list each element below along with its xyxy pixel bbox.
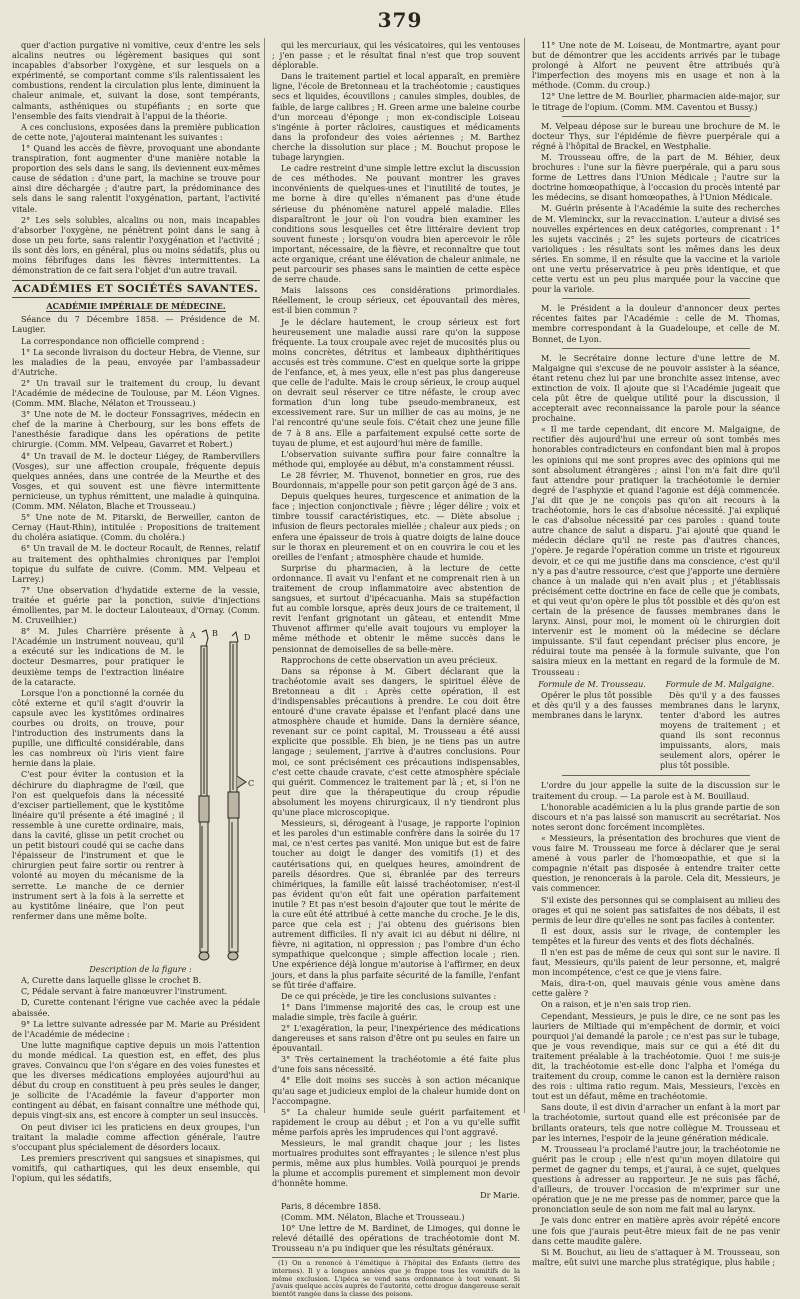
- paragraph: qui les mercuriaux, qui les vésicatoires, qui les ventouses ; j'en passe ; et le résultat final n'est que trop souvent déplorable.: [272, 40, 520, 71]
- list-item: 3° Une note de M. le docteur Fonssagrives, médecin en chef de la marine à Cherbourg, sur les bons effets de l'anesthésie faradique dans les opérations de petite chirurgie. (Comm. MM. Velpeau, Gavarret et Robert.): [12, 409, 260, 450]
- paragraph: Il n'en est pas de même de ceux qui sont sur le navire. Il faut, Messieurs, qu'ils paient de leur personne, et, malgré mon incompétence, c'est ce que je viens faire.: [532, 946, 780, 978]
- paragraph: Messieurs, le mal grandit chaque jour ; les listes mortuaires produites sont effrayantes ; le silence n'est plus permis, même aux plus humbles. Voilà pourquoi je prends la plume et accomplis purement et simplement mon devoir d'honnête homme.: [272, 1138, 520, 1189]
- list-item: 2° L'exagération, la peur, l'inexpérience des médications dangereuses et sans raison d'être ont pu seules en faire un épouvantail.: [272, 1023, 520, 1054]
- paragraph: « Il me tarde cependant, dit encore M. Malgaigne, de rectifier dès aujourd'hui une erreur où sont tombés mes honorables contradicteurs en confondant bien mal à propos les opinions qui me sont propres avec des opinions qui me sont absolument étrangères ; ainsi l'on m'a fait dire qu'il faut attendre pour pratiquer la trachéotomie le dernier degré de l'asphyxie et quand l'agonie est déjà commencée. J'ai dit que je ne conçois pas qu'on ait recours à la trachéotomie, hors le cas d'absolue nécessité. J'ai expliqué le cas d'absolue nécessité par ces paroles : quand toute autre chance de salut a disparu. J'ai ajouté que quand le médecin déclare qu'il ne reste pas d'autres chances, j'opère. Je regarde l'opération comme un triste et rigoureux devoir, et ce qui me justifie dans ma conscience, c'est qu'il n'y a pas d'autre ressource, c'est que j'apporte une dernière chance à un malade qui n'en avait plus ; et j'établissais précisément cette doctrine en face de celle que je combats, et qui veut qu'on opère le plus tôt possible et dès qu'on est certain de la présence de fausses membranes dans le larynx. Ainsi, pour moi, le moment où le chirurgien doit intervenir est le moment où la médecine se déclare impuissante. S'il faut cependant préciser plus encore, je réduirai toute ma pensée à la formule suivante, que l'on saisira mieux en la mettant en regard de la formule de M. Trousseau :: [532, 424, 780, 677]
- figure-label-d: D: [244, 633, 251, 643]
- paragraph: Cependant, Messieurs, je puis le dire, ce ne sont pas les lauriers de Miltiade qui m'empêchent de dormir, et voici pourquoi j'ai demandé la parole ; ce n'est pas sur le tubage, que je vous revendique, mais sur ce qui a été dit du traitement préalable à la trachéotomie. Quoi ! me suis-je dit, la trachéotomie est-elle donc l'alpha et l'oméga du traitement du croup, comme le canon est la dernière raison des rois : ultima ratio regum. Mais, Messieurs, l'excès en tout est un défaut, même en trachéotomie.: [532, 1010, 780, 1102]
- figure-caption-item: D, Curette contenant l'érigne vue cachée avec la pédale abaissée.: [12, 997, 260, 1018]
- subsection-title-text: ACADÉMIE IMPÉRIALE DE MÉDECINE.: [46, 301, 226, 312]
- paragraph: Je le déclare hautement, le croup sérieux est fort heureusement une maladie aussi rare qu'on la suppose fréquente. La toux croupale avec rejet de mucosités plus ou moins concrètes, détritus et lambeaux diphthéritiques accusés est très commune. C'est en quelque sorte la grippe de l'enfance, et, à mes yeux, elle n'est pas plus dangereuse que celle de l'adulte. Mais le croup sérieux, le croup auquel on devrait seul réserver ce titre néfaste, le croup avec formation d'un long tube pseudo-membraneux, est excessivement rare. Sur un millier de cas au moins, je ne l'ai rencontré qu'une seule fois. C'était chez une jeune fille de 7 à 8 ans. Elle a parfaitement expulsé cette sorte de tuyau de plume, et est aujourd'hui mère de famille.: [272, 316, 520, 448]
- formula-trousseau: [532, 679, 652, 772]
- figure-caption-item: C, Pédale servant à faire manœuvrer l'instrument.: [21, 986, 228, 997]
- column-1: [12, 40, 260, 1184]
- column-rule: [524, 38, 525, 1113]
- list-item: 10° Une lettre de M. Bardinet, de Limoges, qui donne le relevé détaillé des opérations de trachéotomie dont M. Trousseau n'a pu indiquer que les résultats généraux.: [272, 1222, 520, 1253]
- figure-caption-item: A, Curette dans laquelle glisse le crochet B.: [21, 975, 202, 986]
- commission-line: (Comm. MM. Nélaton, Blache et Trousseau.): [281, 1211, 465, 1222]
- paragraph: Surprise du pharmacien, à la lecture de cette ordonnance. Il avait vu l'enfant et ne comprenait rien à un traitement de croup inflammatoire avec abstention de sangsues, et surtout d'ipécacuanha. Mais sa stupéfaction fut au comble lorsque, après deux jours de ce traitement, il revit l'enfant grignotant un gâteau, et entendit Mme Thuvenot affirmer qu'elle avait toujours vu employer la même méthode et obtenir le même succès dans le pensionnat de demoiselles de sa belle-mère.: [272, 562, 520, 654]
- formula-title: Formule de M. Trousseau.: [538, 678, 646, 689]
- paragraph: M. Trousseau l'a proclamé l'autre jour, la trachéotomie ne guérit pas le croup ; elle n'est qu'un moyen dilatoire qui permet de gagner du temps, et j'aurai, à ce sujet, quelques questions à adresser au rapporteur. Je ne suis pas fâché, d'ailleurs, de trouver l'occasion de m'exprimer sur une opération que je ne me presse pas de nommer, parce que la prononciation seule de son nom me fait mal au larynx.: [532, 1143, 780, 1215]
- list-item: 1° Dans l'immense majorité des cas, le croup est une maladie simple, très facile à guérir.: [272, 1001, 520, 1022]
- list-item: 5° Une note de M. Pitarski, de Berweiller, canton de Cernay (Haut-Rhin), intitulée : Propositions de traitement du choléra asiatique. (Comm. du choléra.): [12, 512, 260, 543]
- paragraph: Je vais donc entrer en matière après avoir répété encore une fois que j'aurais peut-être mieux fait de ne pas venir dans cette maudite galère.: [532, 1215, 780, 1246]
- list-item: 2° Un travail sur le traitement du croup, lu devant l'Académie de médecine de Toulouse, par M. Léon Vignes. (Comm. MM. Blache, Nélaton et Trousseau.): [12, 377, 260, 409]
- formula-text: Opérer le plus tôt possible et dès qu'il y a des fausses membranes dans le larynx.: [532, 689, 652, 720]
- paragraph: Une lutte magnifique captive depuis un mois l'attention du monde médical. La question est, en effet, des plus graves. Convaincu que l'on s'égare en des voies funestes et que les diverses médications employées aujourd'hui au début du croup en constituent à peu près seules le danger, je sollicite de l'Académie la faveur d'apporter mon contingent au débat, en faisant connaître une méthode qui, depuis vingt-six ans, est encore à compter un seul insuccès.: [12, 1039, 260, 1121]
- column-rule: [264, 38, 265, 1113]
- paragraph: L'ordre du jour appelle la suite de la discussion sur le traitement du croup. — La parole est à M. Bouillaud.: [532, 780, 780, 801]
- figure-label-a: A: [190, 631, 196, 641]
- paragraph: De ce qui précède, je tire les conclusions suivantes :: [281, 990, 497, 1001]
- list-item: 11° Une note de M. Loiseau, de Montmartre, ayant pour but de démontrer que les accidents arrivés par le tubage prolongé à Alfort ne peuvent être attribués qu'à l'imperfection des moyens mis en usage et non à la méthode. (Comm. du croup.): [532, 40, 780, 91]
- list-item: 4° Elle doit moins ses succès à son action mécanique qu'au sage et judicieux emploi de la chaleur humide dont on l'accompagne.: [272, 1075, 520, 1106]
- figure-caption-title: Description de la figure :: [89, 964, 192, 975]
- paragraph: M. Guérin présente à l'Académie la suite des recherches de M. Vleminckx, sur la revaccination. L'auteur a divisé ses nouvelles expériences en deux catégories, comprenant : 1° les sujets vaccinés ; 2° les sujets porteurs de cicatrices varioliques : les résultats sont les mêmes dans les deux séries. En somme, il en résulte que la vaccine et la variole ont une vertu préservatrice à peu près identique, et que cette vertu est un peu plus marquée pour la vaccine que pour la variole.: [532, 203, 780, 295]
- figure-label-c: C: [248, 779, 255, 789]
- separator: [562, 298, 750, 299]
- formula-comparison: [532, 679, 780, 772]
- paragraph: Messieurs, si, dérogeant à l'usage, je rapporte l'opinion et les paroles d'un estimable confrère dans la soirée du 17 mai, ce n'est certes pas vanité. Mon unique but est de faire toucher au doigt le danger des vomitifs (1) et des cautérisations qui, en quelques heures, amoindrent de pareils désordres. Que si, ébranlée par des terreurs chimériques, la famille eût laissé trachéotomiser, n'est-il pas évident qu'on eût fait une opération parfaitement inutile ? Et pas n'est besoin d'ajouter que tout le mérite de la cure eût été attribué à cette manche du croche. Je le dis, parce que cela est ; j'ai obtenu des guérisons bien autrement difficiles. Il n'y avait ici au début ni délire, ni fièvre, ni agitation, ni oppression ; pas l'ombre d'un écho sympathique quelconque ; simple affection locale ; rien. Une expérience déjà longue m'autorise à l'affirmer, en deux jours, et dans la plus parfaite sécurité de la famille, l'enfant se fût tirée d'affaire.: [272, 818, 520, 990]
- paragraph: Les premiers prescrivent qui sangsues et sinapismes, qui vomitifs, qui cathartiques, qui les deux ensemble, qui l'opium, qui les sédatifs,: [12, 1152, 260, 1184]
- separator: [562, 348, 750, 349]
- paragraph: 1° Quand les accès de fièvre, provoquant une abondante transpiration, font augmenter d'une manière notable la proportion des sels dans le sang, ils deviennent eux-mêmes cause de sédation : d'une part, la machine se trouve pour ainsi dire déchargée ; d'autre part, la prédominance des sels dans le sang ralentit l'oxygénation, partant, l'activité vitale.: [12, 142, 260, 214]
- list-item: 4° Un travail de M. le docteur Liégey, de Rambervillers (Vosges), sur une affection croupale, fréquente depuis quelques années, dans une contrée de la Meurthe et des Vosges, et qui souvent est une fièvre intermittente pernicieuse, un typhus rémittent, une maladie à quinquina. (Comm. MM. Nélaton, Blache et Trousseau.): [12, 450, 260, 512]
- separator: [562, 116, 750, 117]
- paragraph: Le 28 février, M. Thuvenot, bonnetier en gros, rue des Bourdonnais, m'appelle pour son petit garçon âgé de 3 ans.: [272, 469, 520, 491]
- date-line: Paris, 8 décembre 1858.: [281, 1200, 381, 1211]
- paragraph: Sans doute, il est divin d'arracher un enfant à la mort par la trachéotomie, surtout quand elle est préconisée par de brillants orateurs, tels que notre collègue M. Trousseau et par les internes, l'espoir de la jeune génération médicale.: [532, 1102, 780, 1143]
- paragraph: « Messieurs, la présentation des brochures que vient de vous faire M. Trousseau me force à déclarer que je serai amené à vous parler de l'homœopathie, et que si la compagnie n'était pas disposée à entendre traiter cette question, je renoncerais à la parole. Cela dit, Messieurs, je vais commencer.: [532, 832, 780, 894]
- paragraph: quer d'action purgative ni vomitive, ceux d'entre les sels alcalins neutres ou légèrement basiques qui sont incapables d'absorber l'oxygène, et sur lesquels on a expérimenté, se comportant comme s'ils ralentissaient les combustions, rendent la circulation plus lente, diminuent la chaleur animale, et, suivant la dose, sont tempérants, calmants, asthéniques ou stupéfiants ; en sorte que l'ensemble des faits viendrait à l'appui de la théorie.: [12, 40, 260, 121]
- footnote: [272, 1257, 520, 1299]
- paragraph: Le cadre restreint d'une simple lettre exclut la discussion de ces méthodes. Ne pouvant montrer les graves inconvénients de quelques-unes et l'inutilité de toutes, je me borne à dire qu'elles n'émanent pas d'une étude sérieuse du phénomène naturel appelé maladie. Elles disparaîtront le jour où l'on voudra bien examiner les conditions sous lesquelles cet être littéraire devient trop souvent funeste ; lorsqu'on voudra bien apercevoir le rôle important, nécessaire, de la fièvre, et reconnaître que tout acte organique, créant une élévation de chaleur animale, ne peut parcourir ses phases sans le maintien de cette espèce de serre chaude.: [272, 163, 520, 285]
- formula-malgaigne: [660, 679, 780, 772]
- list-item: 6° Un travail de M. le docteur Rocault, de Rennes, relatif au traitement des ophthalmies chroniques par l'emploi topique du sulfate de cuivre. (Comm. MM. Velpeau et Larrey.): [12, 543, 260, 584]
- paragraph: On a raison, et je n'en sais trop rien.: [541, 999, 692, 1010]
- meeting-line: Séance du 7 Décembre 1858. — Présidence de M. Laugier.: [12, 314, 260, 335]
- paragraph: Depuis quelques heures, turgescence et animation de la face ; injection conjonctivale ; fièvre ; léger délire ; voix et timbre toussif caractéristiques, etc. — Diète absolue ; infusion de fleurs pectorales miellée ; chaleur aux pieds ; on enfera une épaisseur de trois à quatre doigts de laine douce sur le thorax en pleurement et on en couvrira le cou et les oreilles de l'enfant ; atmosphère chaude et humide.: [272, 491, 520, 562]
- list-item: 1° La seconde livraison du docteur Hebra, de Vienne, sur les maladies de la peau, envoyée par l'ambassadeur d'Autriche.: [12, 346, 260, 377]
- list-item: 8° M. Jules Charrière présente à l'Académie un instrument nouveau, qu'il a exécuté sur les indications de M. le docteur Desmarres, pour pratiquer le deuxième temps de l'extraction linéaire de la cataracte.: [12, 626, 184, 687]
- paragraph: A ces conclusions, exposées dans la première publication de cette note, j'ajouterai maintenant les suivantes :: [12, 121, 260, 142]
- paragraph: Dans sa réponse à M. Gibert déclarant que la trachéotomie avait ses dangers, le spirituel élève de Bretonneau a dit : Après cette opération, il est d'indispensables précautions à prendre. Le cou doit être entouré d'une cravate épaisse et l'enfant placé dans une atmosphère chaude et humide. Dans la dernière séance, revenant sur ce point capital, M. Trousseau a été aussi explicite que possible. Eh bien, je ne tiens pas un autre langage ; seulement, j'arrive à d'autres conclusions. Pour moi, ce sont précisément ces précautions indispensables, c'est cette chaude cravate, c'est cette atmosphère spéciale qui guérit. Commencez le traitement par là ; et, si l'on ne peut dire que la thérapeutique du croup répudie absolument les moyens chirurgicaux, il n'y tiendront plus qu'une place microscopique.: [272, 665, 520, 818]
- formula-text: Dès qu'il y a des fausses membranes dans le larynx, tenter d'abord les autres moyens de traitement ; et quand ils sont reconnus impuissants, alors, mais seulement alors, opérer le plus tôt possible.: [660, 689, 780, 771]
- paragraph: M. Velpeau dépose sur le bureau une brochure de M. le docteur Thys, sur l'épidémie de fièvre puerpérale qui a régné à l'hôpital de Brackel, en Westphalie.: [532, 120, 780, 151]
- paragraph: On peut diviser ici les praticiens en deux groupes, l'un traitant la maladie comme affection générale, l'autre s'occupant plus spécialement de désorders locaux.: [12, 1121, 260, 1152]
- paragraph: M. le Secrétaire donne lecture d'une lettre de M. Malgaigne qui s'excuse de ne pouvoir assister à la séance, étant retenu chez lui par une bronchite assez intense, avec extinction de voix. Il ajoute que si l'Académie jugeait que cela pût être de quelque utilité pour la discussion, il accepterait avec reconnaissance la parole pour la séance prochaine.: [532, 352, 780, 424]
- section-title: ACADÉMIES ET SOCIÉTÉS SAVANTES.: [12, 280, 260, 298]
- figure-block: [12, 626, 260, 964]
- signature: Dr Marie.: [480, 1189, 520, 1200]
- paragraph: Si M. Bouchut, au lieu de s'attaquer à M. Trousseau, son maître, eût suivi une marche plus stratégique, plus habile ;: [532, 1246, 780, 1267]
- list-item: 12° Une lettre de M. Bourlier, pharmacien aide-major, sur le titrage de l'opium. (Comm. MM. Caventou et Bussy.): [532, 91, 780, 112]
- formula-title: Formule de M. Malgaigne.: [665, 678, 775, 689]
- paragraph: 2° Les sels solubles, alcalins ou non, mais incapables d'absorber l'oxygène, ne pénètrent point dans le sang à dose un peu forte, sans ralentir l'oxygénation et l'activité ; ils sont dès lors, en général, plus ou moins sédatifs, plus ou moins fébrifuges dans les fièvres intermittentes. La démonstration de ce fait sera l'objet d'un autre travail.: [12, 214, 260, 276]
- paragraph: Lorsque l'on a ponctionné la cornée du côté externe et qu'il s'agit d'ouvrir la capsule avec les kystitômes ordinaires courbes ou droits, on trouve, pour l'introduction des instruments dans la pupille, une difficulté considérable, dans les cas nombreux où l'iris vient faire hernie dans la plaie.: [12, 687, 184, 769]
- kystitome-illustration: [188, 626, 260, 964]
- list-item: 9° La lettre suivante adressée par M. Marie au Président de l'Académie de médecine :: [12, 1018, 260, 1039]
- paragraph: Rapprochons de cette observation un aveu précieux.: [281, 654, 498, 665]
- figure-label-b: B: [212, 629, 218, 639]
- list-item: 7° Une observation d'hydatide externe de la vessie, traitée et guérie par la ponction, suivie d'injections émollientes, par M. le docteur Lalouteaux, d'Ornay. (Comm. M. Cruveilhier.): [12, 584, 260, 626]
- footnote-text: (1) On a renoncé à l'émétique à l'hôpital des Enfants (lettre des internes). Il y a longues années que je frappe tous les vomitifs de la même exclusion. L'ipéca se vend sans ordonnance à tout venant. Si j'avais quelque accès auprès de l'autorité, cette drogue dangereuse serait bientôt rangée dans la classe des poisons.: [272, 1259, 520, 1299]
- paragraph: Mais, dira-t-on, quel mauvais génie vous amène dans cette galère ?: [532, 978, 780, 999]
- paragraph: M. le Président a la douleur d'annoncer deux pertes récentes faites par l'Académie : celle de M. Thomas, membre correspondant à la Guadeloupe, et celle de M. Bonnet, de Lyon.: [532, 303, 780, 344]
- separator: [562, 775, 750, 776]
- paragraph: Dans le traitement partiel et local apparaît, en première ligne, l'école de Bretonneau et la trachéotomie ; caustiques secs et liquides, écouvillons ; canules simples, doubles, de faible, de large calibres ; H. Green arme une baleine courbe d'un morceau d'éponge ; mon ex-condisciple Loiseau s'ingénie à porter râcloires, caustiques et médicaments dans la profondeur des voies aériennes ; M. Barthez cherche la dissolution sur place ; M. Bouchut propose le tubage laryngien.: [272, 71, 520, 163]
- list-item: 3° Très certainement la trachéotomie a été faite plus d'une fois sans nécessité.: [272, 1054, 520, 1075]
- list-item: 5° La chaleur humide seule guérit parfaitement et rapidement le croup au début ; et l'on a vu qu'elle suffit même parfois après les imprudences qui l'ont aggravé.: [272, 1106, 520, 1137]
- paragraph: S'il existe des personnes qui se complaisent au milieu des orages et qui ne soient pas satisfaites de nos débats, il est permis de leur dire qu'elles ne sont pas faciles à contenter.: [532, 894, 780, 925]
- paragraph: M. Trousseau offre, de la part de M. Béhier, deux brochures : l'une sur la fièvre puerpérale, qui a paru sous forme de Lettres dans l'Union Médicale ; l'autre sur la doctrine homœopathique, à l'occasion du procès intenté par les médecins, se disant homœopathes, à l'Union Médicale.: [532, 151, 780, 203]
- column-3: [532, 40, 780, 1267]
- column-2: [272, 40, 520, 1299]
- page-number: 379: [377, 8, 423, 32]
- paragraph: L'honorable académicien a lu la plus grande partie de son discours et n'a pas laissé son manuscrit au secrétariat. Nos notes seront donc forcément incomplètes.: [532, 801, 780, 832]
- subsection-title: [12, 301, 260, 311]
- paragraph: Il est doux, assis sur le rivage, de contempler les tempêtes et la fureur des vents et des flots déchaînés.: [532, 925, 780, 946]
- paragraph: L'observation suivante suffira pour faire connaître la méthode qui, employée au début, m'a constamment réussi.: [272, 448, 520, 469]
- paragraph: C'est pour éviter la contusion et la déchirure du diaphragme de l'œil, que l'on est quelquefois dans la nécessité d'exciser partiellement, que le kystitôme linéaire qu'il présente a été imaginé ; il ressemble à une curette ordinaire, mais, dans la cavité, glisse un petit crochet ou un petit bistouri coudé qui se cache dans l'épaisseur de l'instrument et que le chirurgien peut faire sortir ou rentrer à volonté au moyen du mécanisme de la serrette. Le manche de ce dernier instrument sert à la fois à la serrette et au kystitôme linéaire, que l'on peut renfermer dans une même boîte.: [12, 769, 184, 921]
- figure-text: [12, 626, 184, 922]
- paragraph: La correspondance non officielle comprend :: [21, 335, 205, 346]
- paragraph: Mais laissons ces considérations primordiales. Réellement, le croup sérieux, cet épouvantail des mères, est-il bien commun ?: [272, 285, 520, 316]
